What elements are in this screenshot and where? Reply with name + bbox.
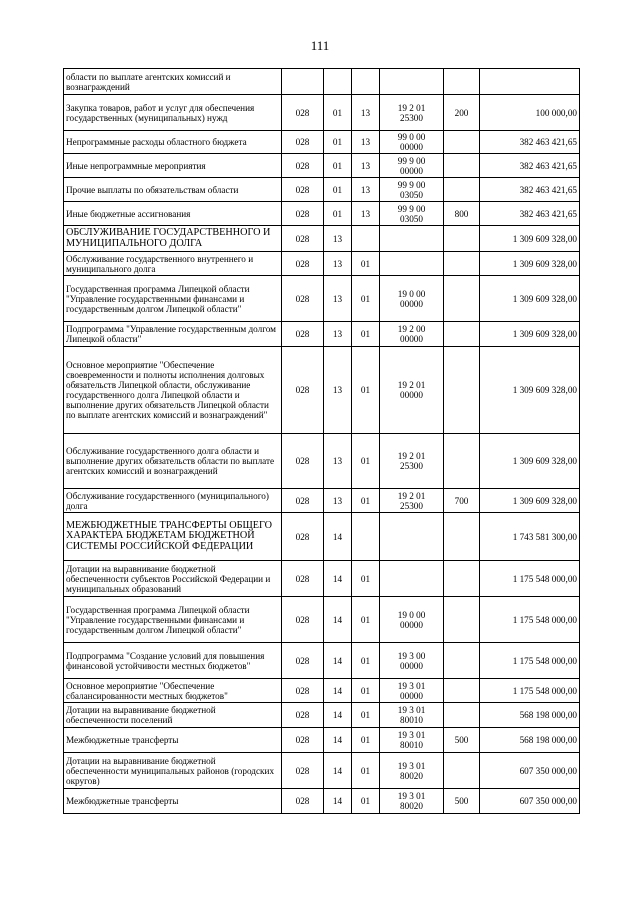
row-expense-type-cell: 500: [444, 789, 480, 814]
row-section-cell: 13: [324, 252, 352, 276]
row-target-article-cell: [380, 513, 444, 561]
row-amount-cell: 382 463 421,65: [480, 202, 580, 226]
target-article-line-2: 00000: [400, 334, 423, 344]
row-expense-type-cell: [444, 643, 480, 679]
row-name-cell: Дотации на выравнивание бюджетной обеспеченности субъектов Российской Федерации и муниципальных образований: [64, 561, 282, 597]
table-row: [64, 513, 580, 561]
row-section-cell: 14: [324, 597, 352, 643]
target-article-line-2: 80020: [400, 770, 423, 781]
row-target-article-cell: [380, 178, 444, 202]
row-amount-cell: [480, 69, 580, 95]
target-article-line-2: 80010: [400, 715, 423, 725]
row-ved-cell: 028: [282, 597, 324, 643]
row-name-cell: Дотации на выравнивание бюджетной обеспеченности поселений: [64, 703, 282, 728]
row-target-article-cell: [380, 434, 444, 489]
target-article-line-2: 80020: [400, 801, 423, 811]
row-subsection-cell: [352, 513, 380, 561]
row-target-article-cell: [380, 276, 444, 322]
row-ved-cell: 028: [282, 643, 324, 679]
row-amount-cell: 1 309 609 328,00: [480, 434, 580, 489]
target-article-line-1: 19 2 01: [397, 380, 426, 390]
row-amount-cell: 568 198 000,00: [480, 728, 580, 753]
row-subsection-cell: 01: [352, 597, 380, 643]
row-name-cell: Прочие выплаты по обязательствам области: [64, 178, 282, 202]
target-article-line-1: 99 9 00: [397, 203, 426, 214]
table-row: [64, 69, 580, 95]
table-row: [64, 703, 580, 728]
row-section-cell: 01: [324, 131, 352, 154]
row-target-article-cell: [380, 95, 444, 131]
table-row: [64, 489, 580, 513]
row-target-article-cell: [380, 69, 444, 95]
target-article-line-1: 19 0 00: [397, 609, 426, 620]
row-ved-cell: 028: [282, 131, 324, 154]
row-subsection-cell: 01: [352, 322, 380, 347]
row-target-article-cell: [380, 154, 444, 178]
row-section-cell: 14: [324, 789, 352, 814]
row-section-cell: 13: [324, 226, 352, 252]
row-ved-cell: [282, 69, 324, 95]
row-target-article-cell: [380, 643, 444, 679]
table-row: [64, 728, 580, 753]
target-article-line-1: 99 9 00: [397, 179, 426, 190]
table-row: [64, 434, 580, 489]
row-section-cell: 14: [324, 513, 352, 561]
row-subsection-cell: 01: [352, 276, 380, 322]
row-ved-cell: 028: [282, 154, 324, 178]
row-expense-type-cell: [444, 69, 480, 95]
target-article-line-2: 00000: [400, 165, 423, 176]
row-subsection-cell: 01: [352, 434, 380, 489]
row-amount-cell: 1 175 548 000,00: [480, 679, 580, 703]
row-expense-type-cell: [444, 276, 480, 322]
target-article-line-1: 19 2 01: [397, 490, 426, 501]
table-row: [64, 789, 580, 814]
row-amount-cell: 607 350 000,00: [480, 789, 580, 814]
row-amount-cell: 1 743 581 300,00: [480, 513, 580, 561]
row-subsection-cell: 13: [352, 95, 380, 131]
row-subsection-cell: 13: [352, 131, 380, 154]
row-ved-cell: 028: [282, 789, 324, 814]
row-target-article-cell: [380, 753, 444, 789]
row-name-cell: Непрограммные расходы областного бюджета: [64, 131, 282, 154]
row-name-cell: Закупка товаров, работ и услуг для обеспечения государственных (муниципальных) нужд: [64, 95, 282, 131]
target-article-line-2: 25300: [400, 461, 423, 471]
row-amount-cell: 382 463 421,65: [480, 131, 580, 154]
row-subsection-cell: 01: [352, 347, 380, 434]
row-name-cell: Обслуживание государственного (муниципального) долга: [64, 489, 282, 513]
row-ved-cell: 028: [282, 679, 324, 703]
row-target-article-cell: [380, 728, 444, 753]
row-target-article-cell: [380, 489, 444, 513]
target-article-line-1: 99 0 00: [397, 132, 426, 142]
row-target-article-cell: [380, 347, 444, 434]
target-article-line-2: 03050: [400, 213, 423, 224]
row-ved-cell: 028: [282, 489, 324, 513]
row-amount-cell: 382 463 421,65: [480, 178, 580, 202]
target-article-line-1: 19 3 01: [397, 680, 426, 691]
row-ved-cell: 028: [282, 513, 324, 561]
row-expense-type-cell: [444, 252, 480, 276]
row-subsection-cell: 01: [352, 789, 380, 814]
target-article-line-1: 19 3 00: [397, 650, 426, 661]
row-expense-type-cell: [444, 513, 480, 561]
table-row: [64, 322, 580, 347]
row-section-cell: 01: [324, 95, 352, 131]
table-row: [64, 679, 580, 703]
row-expense-type-cell: [444, 753, 480, 789]
target-article-line-1: 19 3 01: [397, 760, 426, 771]
row-subsection-cell: 01: [352, 489, 380, 513]
row-target-article-cell: [380, 789, 444, 814]
row-ved-cell: 028: [282, 703, 324, 728]
table-row: [64, 202, 580, 226]
page-number: 111: [310, 38, 330, 53]
row-section-cell: 13: [324, 489, 352, 513]
row-amount-cell: 100 000,00: [480, 95, 580, 131]
row-target-article-cell: [380, 131, 444, 154]
row-amount-cell: 1 309 609 328,00: [480, 322, 580, 347]
row-name-cell: Основное мероприятие "Обеспечение сбалансированности местных бюджетов": [64, 679, 282, 703]
row-subsection-cell: [352, 69, 380, 95]
row-name-cell: МЕЖБЮДЖЕТНЫЕ ТРАНСФЕРТЫ ОБЩЕГО ХАРАКТЕРА БЮДЖЕТАМ БЮДЖЕТНОЙ СИСТЕМЫ РОССИЙСКОЙ ФЕДЕРАЦИИ: [64, 513, 282, 561]
row-subsection-cell: [352, 226, 380, 252]
row-ved-cell: 028: [282, 322, 324, 347]
row-ved-cell: 028: [282, 226, 324, 252]
row-target-article-cell: [380, 202, 444, 226]
row-section-cell: 01: [324, 202, 352, 226]
row-expense-type-cell: [444, 226, 480, 252]
budget-table-body: [64, 69, 580, 814]
row-expense-type-cell: 700: [444, 489, 480, 513]
target-article-line-2: 03050: [400, 189, 423, 200]
row-expense-type-cell: 500: [444, 728, 480, 753]
row-name-cell: Иные бюджетные ассигнования: [64, 202, 282, 226]
row-section-cell: 13: [324, 322, 352, 347]
row-ved-cell: 028: [282, 728, 324, 753]
table-row: [64, 753, 580, 789]
target-article-line-2: 00000: [400, 619, 423, 630]
row-target-article-cell: [380, 679, 444, 703]
row-ved-cell: 028: [282, 753, 324, 789]
table-row: [64, 561, 580, 597]
row-expense-type-cell: [444, 154, 480, 178]
row-name-cell: области по выплате агентских комиссий и вознаграждений: [64, 69, 282, 95]
row-ved-cell: 028: [282, 561, 324, 597]
target-article-line-2: 25300: [400, 500, 423, 511]
target-article-line-1: 19 3 01: [397, 730, 426, 740]
table-row: [64, 276, 580, 322]
table-row: [64, 226, 580, 252]
target-article-line-1: 19 0 00: [397, 288, 426, 299]
target-article-line-1: 19 2 01: [397, 451, 426, 461]
row-ved-cell: 028: [282, 347, 324, 434]
row-amount-cell: 1 175 548 000,00: [480, 643, 580, 679]
target-article-line-2: 25300: [400, 112, 423, 123]
row-subsection-cell: 01: [352, 728, 380, 753]
row-expense-type-cell: [444, 597, 480, 643]
row-expense-type-cell: 800: [444, 202, 480, 226]
row-expense-type-cell: [444, 131, 480, 154]
row-subsection-cell: 01: [352, 561, 380, 597]
row-name-cell: Межбюджетные трансферты: [64, 789, 282, 814]
target-article-line-2: 00000: [400, 142, 423, 152]
row-amount-cell: 1 309 609 328,00: [480, 489, 580, 513]
row-name-cell: ОБСЛУЖИВАНИЕ ГОСУДАРСТВЕННОГО И МУНИЦИПАЛЬНОГО ДОЛГА: [64, 226, 282, 252]
target-article-line-2: 00000: [400, 390, 423, 400]
target-article-line-2: 00000: [400, 690, 423, 701]
row-expense-type-cell: [444, 561, 480, 597]
row-amount-cell: 1 309 609 328,00: [480, 276, 580, 322]
row-section-cell: [324, 69, 352, 95]
target-article-line-1: 19 3 01: [397, 791, 426, 801]
row-name-cell: Обслуживание государственного внутреннего и муниципального долга: [64, 252, 282, 276]
row-subsection-cell: 01: [352, 643, 380, 679]
row-subsection-cell: 01: [352, 753, 380, 789]
row-section-cell: 14: [324, 728, 352, 753]
row-amount-cell: 382 463 421,65: [480, 154, 580, 178]
row-target-article-cell: [380, 703, 444, 728]
row-amount-cell: 1 309 609 328,00: [480, 226, 580, 252]
table-row: [64, 252, 580, 276]
table-row: [64, 597, 580, 643]
target-article-line-1: 99 9 00: [397, 155, 426, 166]
row-amount-cell: 607 350 000,00: [480, 753, 580, 789]
row-ved-cell: 028: [282, 252, 324, 276]
target-article-line-2: 00000: [400, 660, 423, 671]
row-section-cell: 14: [324, 703, 352, 728]
row-amount-cell: 1 309 609 328,00: [480, 252, 580, 276]
row-amount-cell: 1 175 548 000,00: [480, 597, 580, 643]
row-expense-type-cell: [444, 679, 480, 703]
row-name-cell: Государственная программа Липецкой области "Управление государственными финансами и государственным долгом Липецкой области": [64, 597, 282, 643]
row-ved-cell: 028: [282, 95, 324, 131]
row-ved-cell: 028: [282, 178, 324, 202]
row-target-article-cell: [380, 226, 444, 252]
row-name-cell: Подпрограмма "Управление государственным долгом Липецкой области": [64, 322, 282, 347]
row-name-cell: Дотации на выравнивание бюджетной обеспеченности муниципальных районов (городских округов): [64, 753, 282, 789]
row-subsection-cell: 13: [352, 154, 380, 178]
row-ved-cell: 028: [282, 202, 324, 226]
table-row: [64, 347, 580, 434]
row-ved-cell: 028: [282, 434, 324, 489]
row-section-cell: 14: [324, 643, 352, 679]
row-expense-type-cell: [444, 347, 480, 434]
row-ved-cell: 028: [282, 276, 324, 322]
target-article-line-2: 80010: [400, 740, 423, 750]
row-expense-type-cell: 200: [444, 95, 480, 131]
row-target-article-cell: [380, 597, 444, 643]
row-section-cell: 13: [324, 434, 352, 489]
table-row: [64, 154, 580, 178]
row-subsection-cell: 01: [352, 703, 380, 728]
row-subsection-cell: 13: [352, 202, 380, 226]
row-subsection-cell: 01: [352, 679, 380, 703]
budget-table: [63, 68, 580, 814]
row-expense-type-cell: [444, 434, 480, 489]
table-row: [64, 95, 580, 131]
row-subsection-cell: 01: [352, 252, 380, 276]
row-target-article-cell: [380, 322, 444, 347]
row-expense-type-cell: [444, 178, 480, 202]
target-article-line-1: 19 2 01: [397, 102, 426, 113]
target-article-line-2: 00000: [400, 298, 423, 309]
table-row: [64, 178, 580, 202]
row-name-cell: Государственная программа Липецкой области "Управление государственными финансами и государственным долгом Липецкой области": [64, 276, 282, 322]
row-amount-cell: 1 309 609 328,00: [480, 347, 580, 434]
row-name-cell: Подпрограмма "Создание условий для повышения финансовой устойчивости местных бюджетов": [64, 643, 282, 679]
row-name-cell: Обслуживание государственного долга области и выполнение других обязательств области по выплате агентских комиссий и вознаграждений: [64, 434, 282, 489]
row-section-cell: 14: [324, 561, 352, 597]
row-expense-type-cell: [444, 322, 480, 347]
table-row: [64, 643, 580, 679]
row-amount-cell: 568 198 000,00: [480, 703, 580, 728]
row-section-cell: 14: [324, 753, 352, 789]
row-target-article-cell: [380, 561, 444, 597]
row-section-cell: 13: [324, 276, 352, 322]
row-amount-cell: 1 175 548 000,00: [480, 561, 580, 597]
row-section-cell: 14: [324, 679, 352, 703]
row-name-cell: Основное мероприятие "Обеспечение своевременности и полноты исполнения долговых обязательств Липецкой области, обслуживание государственного долга Липецкой области и выполнение других обязательств Липецкой области по выплате агентских комиссий и вознаграждений": [64, 347, 282, 434]
target-article-line-1: 19 3 01: [397, 705, 426, 715]
row-section-cell: 13: [324, 347, 352, 434]
row-subsection-cell: 13: [352, 178, 380, 202]
row-name-cell: Межбюджетные трансферты: [64, 728, 282, 753]
row-target-article-cell: [380, 252, 444, 276]
row-expense-type-cell: [444, 703, 480, 728]
row-name-cell: Иные непрограммные мероприятия: [64, 154, 282, 178]
row-section-cell: 01: [324, 178, 352, 202]
target-article-line-1: 19 2 00: [397, 324, 426, 334]
table-row: [64, 131, 580, 154]
row-section-cell: 01: [324, 154, 352, 178]
